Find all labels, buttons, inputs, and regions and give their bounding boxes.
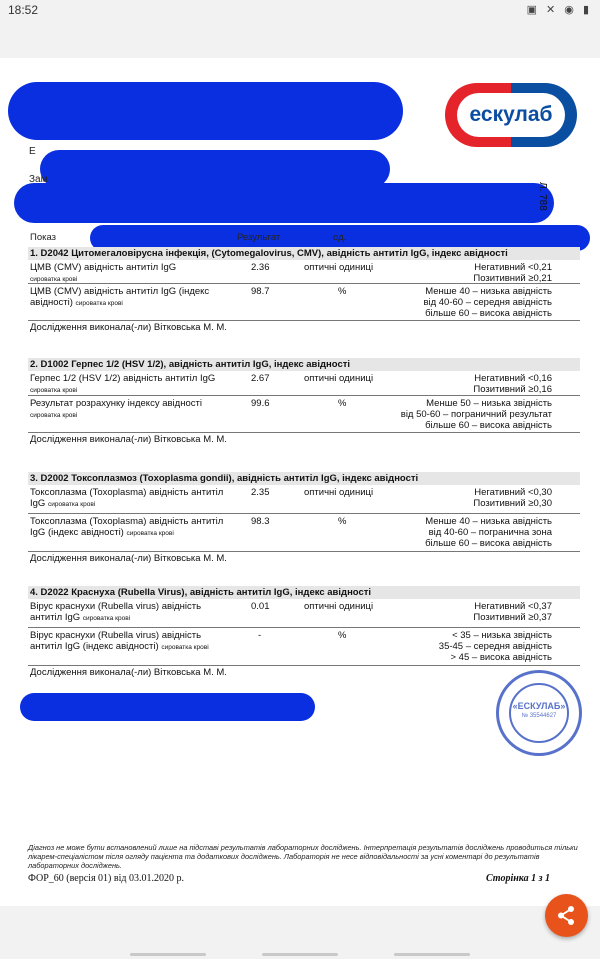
- redaction-mark: [8, 82, 403, 140]
- test-name: Токсоплазма (Toxoplasma) авідність антитіл IgG: [30, 487, 224, 509]
- table-row: [28, 284, 580, 321]
- nav-handle[interactable]: [262, 953, 338, 956]
- redaction-mark: [14, 183, 554, 223]
- reference-line: Менше 50 – низька звідність: [426, 398, 552, 409]
- side-code: Л. 788: [537, 182, 548, 211]
- reference-line: Позитивний ≥0,21: [473, 273, 552, 284]
- reference-line: від 40-60 – погранична зона: [428, 527, 552, 538]
- result-value: -: [258, 630, 262, 641]
- reference-line: Позитивний ≥0,16: [473, 384, 552, 395]
- sample-type: сироватка крові: [126, 530, 174, 537]
- reference-line: Менше 40 – низька авідність: [425, 286, 552, 297]
- performer-line: Дослідження виконала(-ли) Вітковська М. М.: [30, 667, 227, 678]
- eskulab-logo: [445, 83, 577, 147]
- result-value: 0.01: [251, 601, 270, 612]
- form-version: ФОР_60 (версія 01) від 03.01.2020 р.: [28, 873, 184, 884]
- test-section: [28, 358, 580, 446]
- stamp-title: «ЕСКУЛАБ»: [512, 701, 566, 711]
- reference-line: більше 60 – висока авідність: [425, 420, 552, 431]
- result-value: 2.36: [251, 262, 270, 273]
- test-section: [28, 472, 580, 565]
- table-row: [28, 599, 580, 628]
- laboratory-stamp: [496, 670, 582, 756]
- sample-type: сироватка крові: [75, 300, 123, 307]
- redaction-mark: [20, 693, 315, 721]
- test-name: Герпес 1/2 (HSV 1/2) авідність антитіл IgG: [30, 373, 216, 384]
- table-row: [28, 628, 580, 666]
- nav-handle[interactable]: [130, 953, 206, 956]
- result-value: 2.35: [251, 487, 270, 498]
- share-icon: [545, 894, 588, 937]
- col-header-unit: од.: [333, 232, 347, 243]
- table-row: [28, 371, 580, 396]
- page-number: Сторінка 1 з 1: [485, 873, 550, 884]
- test-section: [28, 586, 580, 679]
- col-header-result: Результат: [237, 232, 281, 243]
- sample-type: сироватка крові: [161, 644, 209, 651]
- section-title: 1. D2042 Цитомегаловірусна інфекція, (Cytomegalovirus, CMV), авідність антитіл IgG, індекс авідності: [28, 247, 580, 260]
- reference-line: від 40-60 – середня авідність: [423, 297, 552, 308]
- reference-line: Менше 40 – низька авідність: [425, 516, 552, 527]
- table-row: [28, 514, 580, 552]
- table-row: [28, 260, 580, 284]
- test-name: ЦМВ (CMV) авідність антитіл IgG: [30, 262, 177, 273]
- result-value: 98.7: [251, 286, 270, 297]
- result-unit: %: [338, 286, 347, 297]
- status-time: 18:52: [8, 3, 39, 17]
- result-unit: %: [338, 516, 347, 527]
- sample-type: сироватка крові: [30, 276, 78, 283]
- reference-line: більше 60 – висока авідність: [425, 538, 552, 549]
- share-button[interactable]: [545, 894, 588, 937]
- col-header-indicator: Показ: [30, 232, 57, 243]
- result-unit: оптичні одиниці: [304, 487, 374, 498]
- performer-line: Дослідження виконала(-ли) Вітковська М. М.: [30, 322, 227, 333]
- reference-line: більше 60 – висока авідність: [425, 308, 552, 319]
- test-name: Токсоплазма (Toxoplasma) авідність антитіл IgG (індекс авідності): [30, 516, 224, 538]
- reference-line: > 45 – висока авідність: [450, 652, 552, 663]
- result-unit: оптичні одиниці: [304, 373, 374, 384]
- result-unit: оптичні одиниці: [304, 601, 374, 612]
- sample-type: сироватка крові: [47, 501, 96, 508]
- performer-line: Дослідження виконала(-ли) Вітковська М. М.: [30, 434, 227, 445]
- result-unit: оптичні одиниці: [304, 262, 374, 273]
- section-title: 3. D2002 Токсоплазмоз (Toxoplasma gondii), авідність антитіл IgG, індекс авідності: [28, 472, 580, 485]
- reference-line: 35-45 – середня авідність: [438, 641, 552, 652]
- stamp-code: № 35544627: [521, 713, 557, 719]
- reference-line: Негативний <0,37: [474, 601, 552, 612]
- sample-type: сироватка крові: [30, 387, 78, 394]
- section-title: 2. D1002 Герпес 1/2 (HSV 1/2), авідність антитіл IgG, індекс авідності: [28, 358, 580, 371]
- table-row: [28, 396, 580, 433]
- reference-line: Позитивний ≥0,37: [473, 612, 552, 623]
- sample-type: сироватка крові: [30, 412, 78, 419]
- reference-line: Негативний <0,21: [474, 262, 552, 273]
- performer-line: Дослідження виконала(-ли) Вітковська М. М.: [30, 553, 227, 564]
- header-stub: Е: [29, 146, 36, 157]
- disclaimer-text: Діагноз не може бути встановлений лише на підставі результатів лабораторних досліджень. Інтерпретація результатів досліджень проводиться тільки лікарем-спеціалістом після огляду пацієнта та додаткових досліджень. Лабораторія не несе відповідальності за усні коментарі до результатів лабораторних досліджень.: [28, 843, 578, 870]
- nav-handle[interactable]: [394, 953, 470, 956]
- status-icons: ▣ ✕ ◉ ▮: [526, 4, 592, 16]
- result-unit: %: [338, 398, 347, 409]
- test-name: ЦМВ (CMV) авідність антитіл IgG (індекс авідності): [30, 286, 210, 308]
- reference-line: Негативний <0,16: [474, 373, 552, 384]
- table-row: [28, 485, 580, 514]
- result-value: 2.67: [251, 373, 270, 384]
- status-bar: [0, 0, 600, 20]
- sample-type: сироватка крові: [82, 615, 131, 622]
- result-value: 99.6: [251, 398, 270, 409]
- reference-line: від 50-60 – пограничний результат: [400, 409, 552, 420]
- reference-line: Позитивний ≥0,30: [473, 498, 552, 509]
- section-title: 4. D2022 Краснуха (Rubella Virus), авідність антитіл IgG, індекс авідності: [28, 586, 580, 599]
- header-stub: Зам: [29, 174, 48, 185]
- result-value: 98.3: [251, 516, 270, 527]
- logo-text: ескулаб: [457, 93, 565, 137]
- reference-line: Негативний <0,30: [474, 487, 552, 498]
- test-name: Вірус краснухи (Rubella virus) авідність антитіл IgG (індекс авідності): [30, 630, 202, 652]
- navigation-bar: [0, 950, 600, 959]
- test-name: Вірус краснухи (Rubella virus) авідність антитіл IgG: [30, 601, 202, 623]
- test-name: Результат розрахунку індексу авідності: [30, 398, 202, 409]
- test-section: [28, 247, 580, 334]
- reference-line: < 35 – низька звідність: [452, 630, 552, 641]
- result-unit: %: [338, 630, 347, 641]
